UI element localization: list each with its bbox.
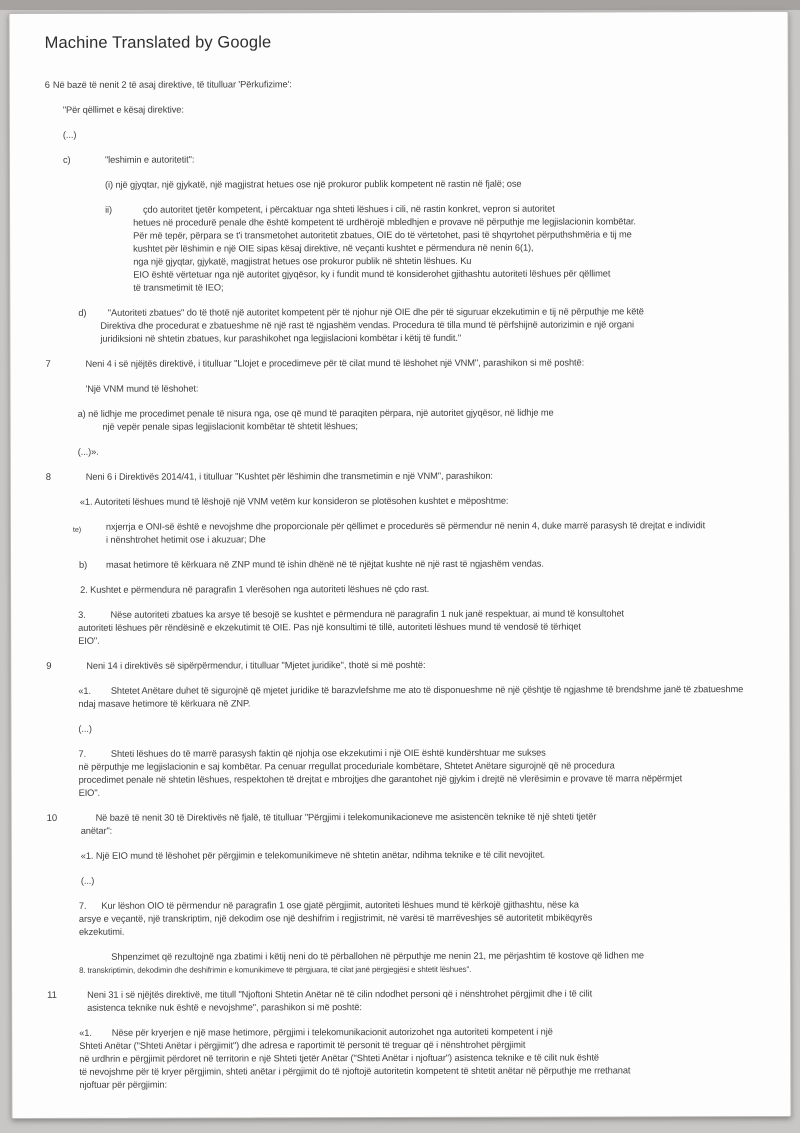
text-line: 2. Kushtet e përmendura në paragrafin 1 vlerësohen nga autoriteti lëshues në çdo rast. xyxy=(80,583,430,595)
background-band xyxy=(0,0,800,10)
text-line: Për më tepër, përpara se t'i transmetohet autoritetit zbatues, OIE do të vërtetohet, pasi të shqyrtohet përputhshmëria e tij me xyxy=(133,229,632,241)
text-line: "leshimin e autoritetit": xyxy=(104,154,195,165)
text-lines xyxy=(100,305,762,346)
text-line: Neni 14 i direktivës së sipërpërmendur, i titulluar "Mjetet juridike", thotë si më poshtë: xyxy=(86,659,426,671)
text-line: njoftuar për përgjimin: xyxy=(79,1079,167,1090)
text-line: 3. Nëse autoriteti zbatues ka arsye të besojë se kushtet e përmendura në paragrafin 1 nuk janë respektuar, ai mund të konsultohet xyxy=(78,608,625,620)
text-line: «1. Autoriteti lëshues mund të lëshojë një VNM vetëm kur konsideron se plotësohen kushtet e mëposhtme: xyxy=(79,495,509,507)
text-line: në përputhje me legjislacionin e saj kombëtar. Pa cenuar rregullat proceduriale kombëtare, Shtetet Anëtare sigurojnë që në procedura xyxy=(78,760,615,772)
text-lines xyxy=(78,406,763,434)
text-line: Direktiva dhe procedurat e zbatueshme në një rast të ngjashëm vendas. Procedura të tilla mund të përfshijnë autorizimin e një organi xyxy=(100,319,634,331)
text-line: kushtet për lëshimin e një OIE sipas kësaj direktive, në veçanti kushtet e përmendura në nenin 6(1), xyxy=(133,242,534,254)
text-line: 6 Në bazë të nenit 2 të asaj direktive, të titulluar 'Përkufizime': xyxy=(44,79,292,90)
text-block xyxy=(78,305,762,346)
list-marker: d) xyxy=(78,307,87,318)
document-body xyxy=(45,77,765,1092)
paragraph-9 xyxy=(46,658,763,800)
text-lines xyxy=(81,873,764,888)
text-line: (i) një gjyqtar, një gjykatë, një magjistrat hetues ose një prokuror publik kompetent në rastin në fjalë; ose xyxy=(104,178,522,190)
text-block xyxy=(79,962,764,977)
paragraph-8 xyxy=(46,469,763,648)
text-line: (...)». xyxy=(77,446,99,457)
page-title: Machine Translated by Google xyxy=(44,33,272,52)
paragraph-10 xyxy=(47,810,764,977)
text-line: EIO". xyxy=(78,635,100,646)
text-block xyxy=(78,444,763,459)
text-lines xyxy=(86,658,763,673)
text-lines xyxy=(85,356,762,371)
text-line: EIO është vërtetuar nga një autoritet gjyqësor, ky i fundit mund të konsiderohet gjithashtu autoriteti lëshues për qëllimet xyxy=(133,268,611,280)
text-block xyxy=(63,152,762,167)
text-line: Shteti Anëtar ("Shteti Anëtar i përgjimit") dhe adresa e raportimit të personit të treguar që i nënshtrohet përgjimit xyxy=(79,1039,526,1051)
text-line: anëtar": xyxy=(80,825,113,836)
text-block xyxy=(105,177,762,192)
text-block xyxy=(79,557,763,572)
text-line: "Autoriteti zbatues" do të thotë një autoritet kompetent për të njohur një OIE dhe për të siguruar ekzekutimin e tij në përputhje me këtë xyxy=(100,306,644,318)
text-line: 'Një VNM mund të lëshohet: xyxy=(85,383,199,394)
text-line: «1. Shtetet Anëtare duhet të sigurojnë që mjetet juridike të barazvlefshme me ato të disponueshme në një çështje të ngjashme të brendshme janë të zbatueshme xyxy=(78,684,744,696)
text-lines xyxy=(63,127,762,142)
text-lines xyxy=(80,582,763,597)
text-block xyxy=(81,873,764,888)
text-line: nxjerrja e ONI-së është e nevojshme dhe proporcionale për qëllimet e procedurës së përmendur në nenin 4, duke marrë parasysh të drejtat e individit xyxy=(105,520,706,532)
paragraph-number: 9 xyxy=(46,660,52,672)
paragraph-6 xyxy=(45,77,763,346)
text-line: çdo autoritet tjetër kompetent, i përcaktuar nga shteti lëshues i cili, në rastin konkret, vepron si autoritet xyxy=(133,203,555,215)
text-block xyxy=(105,202,762,295)
text-block xyxy=(86,469,763,484)
text-line: arsye e veçantë, një transkriptim, një dekodim ose një deshifrim i regjistrimit, në varësi të marrëveshjes së autoritetit mbikëqyrës xyxy=(78,912,593,924)
text-line: Shpenzimet që rezultojnë nga zbatimi i këtij neni do të përballohen në përputhje me nenin 21, me përjashtim të kostove që lidhen me xyxy=(79,950,644,962)
paragraph-11 xyxy=(47,987,764,1092)
page-content xyxy=(10,12,791,1092)
text-lines xyxy=(63,102,762,117)
text-lines xyxy=(106,557,763,572)
text-line: EIO". xyxy=(78,787,101,798)
text-line: a) në lidhje me procedimet penale të nisura nga, ose që mund të paraqiten përpara, një autoritet gjyqësor, në lidhje me xyxy=(77,407,554,419)
paragraph-number: 6 xyxy=(44,79,50,90)
text-line: Neni 31 i së njëjtës direktivë, me titull "Njoftoni Shtetin Anëtar në të cilin ndodhet personi që i nënshtrohet përgjimit dhe i të cilit xyxy=(87,988,593,1000)
text-line: Neni 6 i Direktivës 2014/41, i titulluar "Kushtet për lëshimin dhe transmetimin e një VNM", parashikon: xyxy=(85,470,493,482)
text-line: Në bazë të nenit 30 të Direktivës në fjalë, të titulluar "Përgjimi i telekomunikacioneve me asistencën teknike të një shteti tjetër xyxy=(80,811,597,823)
text-lines xyxy=(80,494,763,509)
text-line: «1. Nëse për kryerjen e një mase hetimore, përgjimi i telekomunikacionit autorizohet nga autoriteti kompetent i një xyxy=(79,1026,553,1038)
text-block xyxy=(81,810,764,838)
text-line: të transmetimit të IEO; xyxy=(133,282,224,293)
text-line: asistenca teknike nuk është e nevojshme", parashikon si më poshtë: xyxy=(87,1002,362,1013)
text-line: në urdhrin e përgjimit përdoret në territorin e një Shteti tjetër Anëtar ("Shteti Anëtar i njoftuar") asistenca teknike e të cilit nuk është xyxy=(79,1052,600,1064)
text-line: hetues në procedurë penale dhe është kompetent të urdhërojë mbledhjen e provave në përputhje me legjislacionin kombëtar. xyxy=(133,216,636,228)
text-block xyxy=(78,683,763,711)
text-block xyxy=(86,381,763,396)
paragraph-number: 11 xyxy=(47,989,57,1001)
text-block xyxy=(63,102,762,117)
text-lines xyxy=(87,987,764,1015)
text-lines xyxy=(81,810,764,838)
text-block xyxy=(79,898,764,939)
text-block xyxy=(78,746,763,800)
text-lines xyxy=(79,898,764,939)
text-block xyxy=(78,721,763,736)
text-line: (...) xyxy=(80,875,95,886)
paragraph-7 xyxy=(45,356,762,459)
text-line: autoriteti lëshues për rëndësinë e ekzekutimit të OIE. Pas një konsultimi të tillë, autoriteti lëshues mund të vendosë të tërhiqet xyxy=(78,621,581,633)
text-block xyxy=(78,406,763,434)
text-block xyxy=(63,127,762,142)
text-block xyxy=(87,987,764,1015)
text-lines xyxy=(86,469,763,484)
text-line: juridiksioni në shtetin zbatues, kur parashikohet nga legjislacioni kombëtar i këtij të fundit." xyxy=(100,332,462,344)
text-lines xyxy=(45,77,762,92)
text-line: i nënshtrohet hetimit ose i akuzuar; Dhe xyxy=(105,534,266,545)
text-line: 7. Shteti lëshues do të marrë parasysh faktin që njohja ose ekzekutimi i një OIE është kundërshtuar me sukses xyxy=(78,747,546,759)
paragraph-number: 10 xyxy=(46,812,58,824)
text-lines xyxy=(133,202,762,295)
text-lines xyxy=(78,721,763,736)
text-lines xyxy=(78,746,763,800)
text-block xyxy=(86,658,763,673)
text-line: (...) xyxy=(62,129,77,140)
paragraph-number: 8 xyxy=(45,471,51,483)
text-lines xyxy=(86,381,763,396)
text-line: të nevojshme për të kryer përgjimin, shteti anëtar i përgjimit do të njoftojë autoritetin kompetent të shtetit anëtar në përputhje me rrethanat xyxy=(79,1065,631,1077)
text-lines xyxy=(78,444,763,459)
text-block xyxy=(80,494,763,509)
text-line: një vepër penale sipas legjislacionit kombëtar të shtetit lëshues; xyxy=(77,421,358,432)
text-block xyxy=(85,356,762,371)
text-line: (...) xyxy=(78,723,92,734)
text-lines xyxy=(78,607,763,648)
list-marker: ii) xyxy=(105,204,113,215)
text-line: nga një gjyqtar, gjykatë, magjistrat hetues ose prokuror publik në shtetin lëshues. Ku xyxy=(133,255,472,267)
text-block xyxy=(80,582,763,597)
text-block xyxy=(73,519,763,547)
text-lines xyxy=(105,152,762,167)
text-block xyxy=(78,607,763,648)
text-line: procedimet penale në shtetin lëshues, respektohen të drejtat e mbrojtjes dhe garantohet një gjykim i drejtë në vlerësimin e provave të marra nëpërmjet xyxy=(78,773,683,785)
text-block xyxy=(79,1025,764,1092)
text-block xyxy=(81,848,764,863)
text-block xyxy=(45,77,762,92)
text-line: 7. Kur lëshon OIO të përmendur në paragrafin 1 ose gjatë përgjimit, autoriteti lëshues mund të kërkojë gjithashtu, nëse ka xyxy=(78,899,579,911)
list-marker: c) xyxy=(62,154,71,165)
document-page xyxy=(9,11,792,1119)
text-line: masat hetimore të kërkuara në ZNP mund të ishin dhënë në të njëjtat kushte në një rast të ngjashëm vendas. xyxy=(105,558,544,570)
text-line: Neni 4 i së njëjtës direktivë, i titulluar "Llojet e procedimeve për të cilat mund të lëshohet një VNM", parashikon si më poshtë: xyxy=(85,357,585,369)
text-line: «1. Një EIO mund të lëshohet për përgjimin e telekomunikimeve në shtetin anëtar, ndihma teknike e të cilit nevojitet. xyxy=(80,849,546,861)
text-line: 8. transkriptimin, dekodimin dhe deshifrimin e komunikimeve të përgjuara, të cilat janë përgjegjësi e shtetit lëshues". xyxy=(79,964,472,975)
text-lines xyxy=(78,683,763,711)
text-line: ndaj masave hetimore të kërkuara në ZNP. xyxy=(78,698,251,709)
text-lines xyxy=(105,177,762,192)
text-lines xyxy=(81,848,764,863)
paragraph-number: 7 xyxy=(45,358,51,370)
list-marker: te) xyxy=(72,524,82,534)
text-line: "Për qëllimet e kësaj direktive: xyxy=(62,104,184,115)
list-marker: b) xyxy=(78,559,88,570)
text-lines xyxy=(79,962,764,977)
text-lines xyxy=(79,1025,764,1092)
text-line: ekzekutimi. xyxy=(78,926,125,937)
text-lines xyxy=(106,519,763,547)
